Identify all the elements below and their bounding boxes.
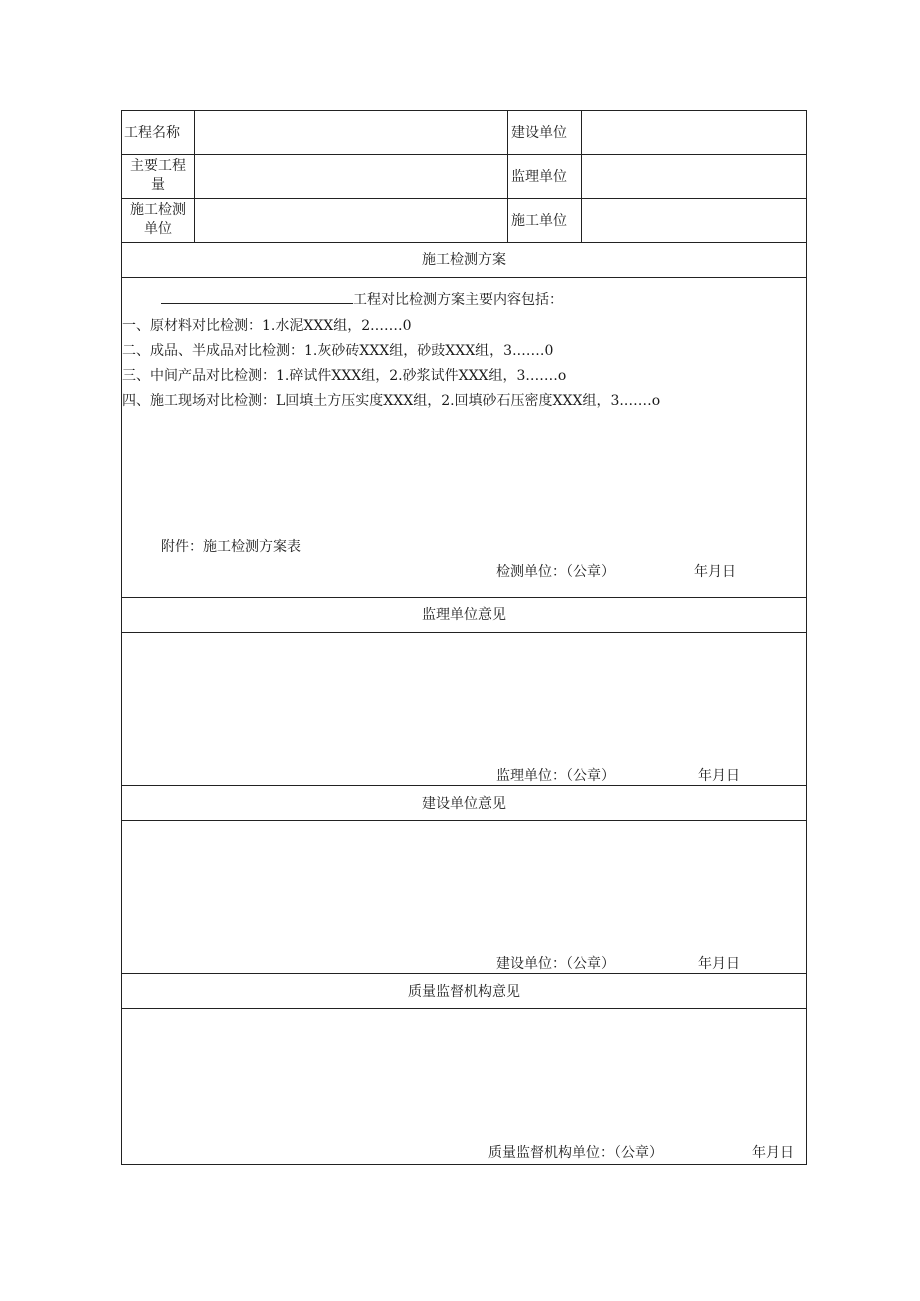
construction-owner-field[interactable] <box>583 112 805 152</box>
attachment-note: 附件：施工检测方案表 <box>161 539 301 555</box>
row-divider <box>121 785 807 786</box>
inspection-unit-field[interactable] <box>196 200 505 240</box>
project-name-field[interactable] <box>196 112 505 152</box>
main-quantity-label: 主要工程量 <box>130 158 186 193</box>
row-divider <box>121 242 807 243</box>
project-name-label: 工程名称 <box>124 125 180 141</box>
inspection-unit-label: 施工检测单位 <box>130 202 186 237</box>
row-divider <box>121 597 807 598</box>
column-divider <box>507 110 508 242</box>
row-divider <box>121 632 807 633</box>
row-divider <box>121 973 807 974</box>
supervision-opinion-field[interactable] <box>123 634 805 759</box>
plan-item: 二、成品、半成品对比检测：1.灰砂砖XXX组，砂豉XXX组，3.……0 <box>122 343 554 359</box>
construction-owner-label: 建设单位 <box>511 125 567 141</box>
row-divider <box>121 154 807 155</box>
quality-signature: 质量监督机构单位：（公章） <box>488 1145 663 1161</box>
row-divider <box>121 1008 807 1009</box>
supervision-unit-field[interactable] <box>583 156 805 196</box>
owner-opinion-title: 建设单位意见 <box>422 796 506 812</box>
column-divider <box>581 110 582 242</box>
plan-intro: 工程对比检测方案主要内容包括： <box>161 291 563 309</box>
plan-item: 四、施工现场对比检测：L回填土方压实度XXX组，2.回填砂石压密度XXX组，3.……o <box>122 393 661 409</box>
supervision-opinion-title: 监理单位意见 <box>422 607 506 623</box>
inspection-date: 年月日 <box>694 564 736 580</box>
row-divider <box>121 820 807 821</box>
main-quantity-field[interactable] <box>196 156 505 196</box>
row-divider <box>121 198 807 199</box>
row-divider <box>121 277 807 278</box>
quality-date: 年月日 <box>752 1145 794 1161</box>
plan-section-title: 施工检测方案 <box>422 252 506 268</box>
supervision-date: 年月日 <box>698 768 740 784</box>
plan-item: 三、中间产品对比检测：1.碎试件XXX组，2.砂浆试件XXX组，3.……o <box>122 368 567 384</box>
plan-item: 一、原材料对比检测：1.水泥XXX组，2.……0 <box>122 318 412 334</box>
owner-opinion-field[interactable] <box>123 822 805 947</box>
owner-date: 年月日 <box>698 956 740 972</box>
project-name-blank[interactable] <box>161 291 353 304</box>
quality-opinion-field[interactable] <box>123 1010 805 1135</box>
quality-opinion-title: 质量监督机构意见 <box>408 984 520 1000</box>
supervision-signature: 监理单位：（公章） <box>496 768 615 784</box>
supervision-unit-label: 监理单位 <box>511 169 567 185</box>
inspection-unit-signature: 检测单位：（公章） <box>496 564 615 580</box>
contractor-unit-label: 施工单位 <box>511 213 567 229</box>
contractor-unit-field[interactable] <box>583 200 805 240</box>
owner-signature: 建设单位：（公章） <box>496 956 615 972</box>
column-divider <box>194 110 195 242</box>
